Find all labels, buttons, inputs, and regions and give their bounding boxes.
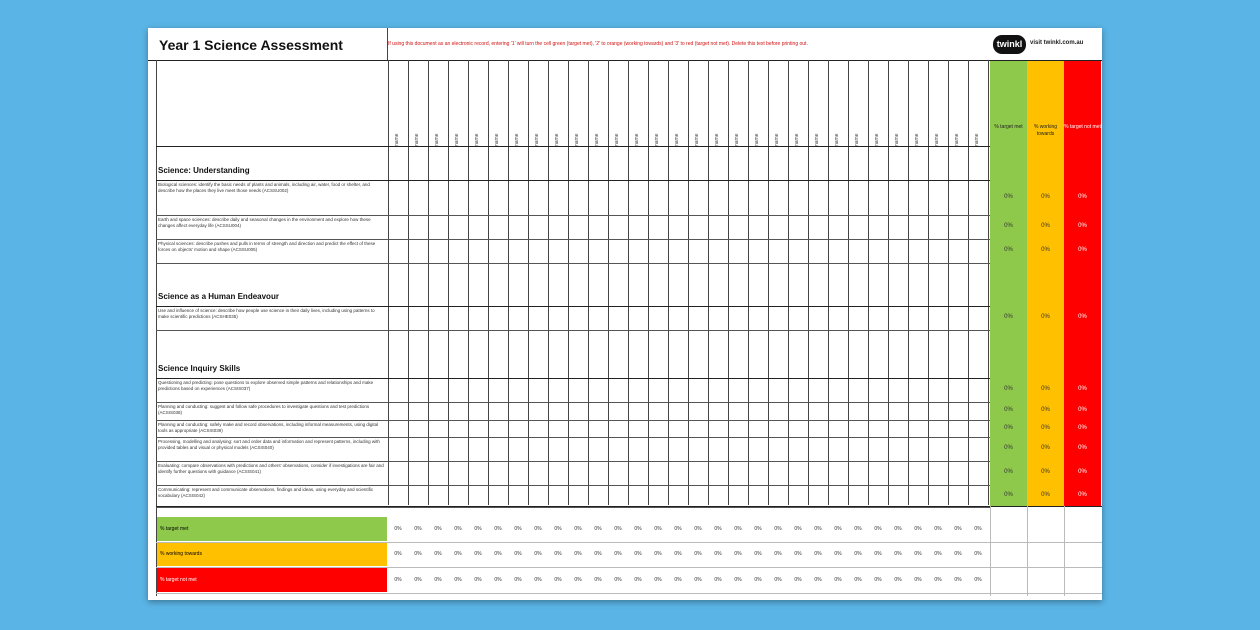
pupil-name-header[interactable]: name bbox=[654, 133, 660, 146]
grid-column-line bbox=[648, 60, 649, 505]
row-divider bbox=[156, 402, 990, 403]
row-divider bbox=[156, 461, 990, 462]
grid-column-line bbox=[628, 60, 629, 505]
title-divider bbox=[387, 28, 388, 60]
footer-percent: 0% bbox=[574, 577, 582, 583]
pct-not-met: 0% bbox=[1078, 386, 1087, 392]
grid-column-line bbox=[788, 60, 789, 505]
row-divider bbox=[156, 330, 990, 331]
summary-header-towards: % working towards bbox=[1033, 124, 1058, 137]
grid-column-line bbox=[608, 60, 609, 505]
objective-text: Planning and conducting: safely make and record observations, including informal measurements, using digital tools as appropriate (ACSIS039) bbox=[158, 422, 379, 433]
footer-percent: 0% bbox=[694, 526, 702, 532]
footer-percent: 0% bbox=[454, 526, 462, 532]
header-divider bbox=[148, 60, 1102, 61]
pupil-name-header[interactable]: name bbox=[674, 133, 680, 146]
footer-percent: 0% bbox=[434, 551, 442, 557]
section-title: Science: Understanding bbox=[158, 166, 250, 175]
footer-label-towards: % working towards bbox=[157, 542, 387, 566]
pupil-name-header[interactable]: name bbox=[974, 133, 980, 146]
footer-percent: 0% bbox=[474, 551, 482, 557]
grid-column-line bbox=[588, 60, 589, 505]
footer-percent: 0% bbox=[434, 526, 442, 532]
pct-not-met: 0% bbox=[1078, 314, 1087, 320]
footer-percent: 0% bbox=[494, 577, 502, 583]
grid-column-line bbox=[968, 60, 969, 505]
grid-column-line bbox=[388, 60, 389, 505]
pupil-name-header[interactable]: name bbox=[894, 133, 900, 146]
footer-percent: 0% bbox=[594, 526, 602, 532]
footer-top-line bbox=[156, 506, 1102, 507]
footer-row-line bbox=[156, 567, 1102, 568]
footer-percent: 0% bbox=[514, 551, 522, 557]
footer-percent: 0% bbox=[454, 577, 462, 583]
footer-percent: 0% bbox=[514, 577, 522, 583]
footer-percent: 0% bbox=[754, 577, 762, 583]
footer-percent: 0% bbox=[874, 526, 882, 532]
footer-percent: 0% bbox=[434, 577, 442, 583]
pupil-name-header[interactable]: name bbox=[814, 133, 820, 146]
footer-percent: 0% bbox=[634, 551, 642, 557]
pupil-name-header[interactable]: name bbox=[874, 133, 880, 146]
footer-percent: 0% bbox=[894, 526, 902, 532]
footer-percent: 0% bbox=[414, 526, 422, 532]
footer-percent: 0% bbox=[474, 526, 482, 532]
footer-percent: 0% bbox=[694, 551, 702, 557]
footer-percent: 0% bbox=[674, 551, 682, 557]
grid-column-line bbox=[808, 60, 809, 505]
grid-column-line bbox=[528, 60, 529, 505]
row-divider bbox=[156, 215, 990, 216]
footer-percent: 0% bbox=[454, 551, 462, 557]
grid-column-line bbox=[448, 60, 449, 505]
footer-percent: 0% bbox=[534, 526, 542, 532]
footer-percent: 0% bbox=[474, 577, 482, 583]
pupil-name-header[interactable]: name bbox=[754, 133, 760, 146]
pct-towards: 0% bbox=[1041, 193, 1050, 200]
grid-column-line bbox=[508, 60, 509, 505]
footer-row-line bbox=[156, 542, 1102, 543]
footer-percent: 0% bbox=[834, 551, 842, 557]
grid-column-line bbox=[948, 60, 949, 505]
footer-percent: 0% bbox=[694, 577, 702, 583]
footer-percent: 0% bbox=[814, 577, 822, 583]
objective-text: Communicating: represent and communicate observations, findings and ideas, using everyday and scientific vocabulary (ACSIS042) bbox=[158, 487, 374, 498]
assessment-sheet bbox=[148, 28, 1102, 600]
footer-percent: 0% bbox=[974, 577, 982, 583]
footer-percent: 0% bbox=[754, 551, 762, 557]
pct-met: 0% bbox=[1004, 314, 1013, 320]
objective-text: Processing, modelling and analysing: sort and order data and information and represent patterns, including with provided tables and visual or physical models (ACSIS040) bbox=[158, 439, 380, 450]
row-divider bbox=[156, 507, 990, 508]
instruction-text: If using this document as an electronic record, entering '1' will turn the cell green (target met), '2' to orange (working towards) and '3' to red (target not met). Delete this text before printing out. bbox=[388, 41, 808, 47]
objective-text: Planning and conducting: suggest and follow safe procedures to investigate questions and test predictions (ACSIS038) bbox=[158, 404, 370, 415]
footer-percent: 0% bbox=[634, 577, 642, 583]
grid-column-line bbox=[428, 60, 429, 505]
footer-percent: 0% bbox=[854, 526, 862, 532]
pupil-name-header[interactable]: name bbox=[414, 133, 420, 146]
footer-percent: 0% bbox=[514, 526, 522, 532]
pct-towards: 0% bbox=[1041, 314, 1050, 320]
footer-percent: 0% bbox=[554, 551, 562, 557]
grid-column-line bbox=[688, 60, 689, 505]
pupil-name-header[interactable]: name bbox=[694, 133, 700, 146]
grid-column-line bbox=[888, 60, 889, 505]
grid-column-line bbox=[408, 60, 409, 505]
footer-percent: 0% bbox=[794, 526, 802, 532]
footer-percent: 0% bbox=[614, 551, 622, 557]
pct-met: 0% bbox=[1004, 445, 1013, 451]
footer-percent: 0% bbox=[614, 577, 622, 583]
objective-text: Evaluating: compare observations with predictions and others' observations, consider if investigations are fair and identify further questions with guidance (ACSIS041) bbox=[158, 463, 384, 474]
footer-percent: 0% bbox=[654, 551, 662, 557]
footer-percent: 0% bbox=[714, 526, 722, 532]
grid-column-line bbox=[908, 60, 909, 505]
footer-percent: 0% bbox=[394, 526, 402, 532]
row-divider bbox=[156, 420, 990, 421]
pct-towards: 0% bbox=[1041, 407, 1050, 413]
footer-percent: 0% bbox=[494, 551, 502, 557]
footer-percent: 0% bbox=[914, 551, 922, 557]
pct-towards: 0% bbox=[1041, 469, 1050, 475]
footer-percent: 0% bbox=[654, 526, 662, 532]
pct-towards: 0% bbox=[1041, 492, 1050, 498]
pct-not-met: 0% bbox=[1078, 469, 1087, 475]
footer-percent: 0% bbox=[914, 526, 922, 532]
footer-percent: 0% bbox=[654, 577, 662, 583]
footer-percent: 0% bbox=[674, 526, 682, 532]
footer-percent: 0% bbox=[934, 526, 942, 532]
row-divider bbox=[156, 485, 990, 486]
pupil-name-header[interactable]: name bbox=[534, 133, 540, 146]
footer-summary-line bbox=[990, 506, 991, 596]
footer-percent: 0% bbox=[574, 526, 582, 532]
pupil-name-header[interactable]: name bbox=[954, 133, 960, 146]
visit-link[interactable]: visit twinkl.com.au bbox=[1030, 40, 1084, 46]
footer-percent: 0% bbox=[954, 526, 962, 532]
footer-percent: 0% bbox=[574, 551, 582, 557]
pupil-name-header[interactable]: name bbox=[514, 133, 520, 146]
pupil-name-header[interactable]: name bbox=[594, 133, 600, 146]
footer-percent: 0% bbox=[714, 577, 722, 583]
summary-header-not-met: % target not met bbox=[1064, 124, 1101, 130]
pupil-name-header[interactable]: name bbox=[794, 133, 800, 146]
footer-percent: 0% bbox=[814, 526, 822, 532]
pupil-name-header[interactable]: name bbox=[394, 133, 400, 146]
page-title: Year 1 Science Assessment bbox=[159, 37, 343, 53]
grid-column-line bbox=[848, 60, 849, 505]
pupil-name-header[interactable]: name bbox=[614, 133, 620, 146]
footer-percent: 0% bbox=[894, 551, 902, 557]
pct-towards: 0% bbox=[1041, 223, 1050, 229]
footer-percent: 0% bbox=[914, 577, 922, 583]
footer-percent: 0% bbox=[954, 577, 962, 583]
pct-not-met: 0% bbox=[1078, 247, 1087, 253]
pct-met: 0% bbox=[1004, 193, 1013, 200]
footer-percent: 0% bbox=[894, 577, 902, 583]
objective-text: Earth and space sciences: describe daily and seasonal changes in the environment and explore how these changes affect everyday life (ACSSU004) bbox=[158, 217, 371, 228]
pupil-name-header[interactable]: name bbox=[934, 133, 940, 146]
footer-percent: 0% bbox=[734, 577, 742, 583]
footer-percent: 0% bbox=[814, 551, 822, 557]
objective-text: Questioning and predicting: pose questions to explore observed simple patterns and relationships and make predictions based on experiences (ACSIS037) bbox=[158, 380, 374, 391]
grid-column-line bbox=[748, 60, 749, 505]
pct-not-met: 0% bbox=[1078, 492, 1087, 498]
section-title: Science Inquiry Skills bbox=[158, 364, 241, 373]
objective-text: Physical sciences: describe pushes and pulls in terms of strength and direction and predict the effect of these forces on objects' motion and shape (ACSSU005) bbox=[158, 241, 376, 252]
section-divider bbox=[156, 306, 990, 307]
left-border bbox=[156, 60, 157, 596]
footer-percent: 0% bbox=[934, 551, 942, 557]
footer-percent: 0% bbox=[974, 551, 982, 557]
footer-row-line bbox=[156, 593, 1102, 594]
pct-met: 0% bbox=[1004, 407, 1013, 413]
grid-column-line bbox=[768, 60, 769, 505]
pct-met: 0% bbox=[1004, 247, 1013, 253]
pct-met: 0% bbox=[1004, 469, 1013, 475]
pupil-name-header[interactable]: name bbox=[494, 133, 500, 146]
footer-percent: 0% bbox=[774, 577, 782, 583]
footer-percent: 0% bbox=[714, 551, 722, 557]
pct-not-met: 0% bbox=[1078, 193, 1087, 200]
footer-percent: 0% bbox=[414, 551, 422, 557]
footer-percent: 0% bbox=[554, 577, 562, 583]
pupil-name-header[interactable]: name bbox=[854, 133, 860, 146]
grid-column-line bbox=[568, 60, 569, 505]
grid-column-line bbox=[928, 60, 929, 505]
footer-percent: 0% bbox=[754, 526, 762, 532]
objective-text: Biological sciences: identify the basic needs of plants and animals, including air, water, food or shelter, and describe how the places they live meet those needs (ACSSU002) bbox=[158, 182, 370, 193]
names-bottom-line bbox=[156, 146, 990, 147]
footer-percent: 0% bbox=[974, 526, 982, 532]
footer-percent: 0% bbox=[594, 551, 602, 557]
footer-percent: 0% bbox=[494, 526, 502, 532]
footer-percent: 0% bbox=[414, 577, 422, 583]
pupil-name-header[interactable]: name bbox=[834, 133, 840, 146]
footer-percent: 0% bbox=[774, 551, 782, 557]
footer-percent: 0% bbox=[534, 551, 542, 557]
pupil-name-header[interactable]: name bbox=[774, 133, 780, 146]
footer-percent: 0% bbox=[874, 551, 882, 557]
footer-percent: 0% bbox=[834, 577, 842, 583]
pupil-name-header[interactable]: name bbox=[634, 133, 640, 146]
pupil-name-header[interactable]: name bbox=[434, 133, 440, 146]
footer-percent: 0% bbox=[934, 577, 942, 583]
pct-met: 0% bbox=[1004, 492, 1013, 498]
pupil-name-header[interactable]: name bbox=[574, 133, 580, 146]
pct-met: 0% bbox=[1004, 424, 1013, 431]
footer-percent: 0% bbox=[874, 577, 882, 583]
footer-summary-line bbox=[1064, 506, 1065, 596]
row-divider bbox=[156, 239, 990, 240]
grid-column-line bbox=[828, 60, 829, 505]
summary-header-met: % target met bbox=[994, 124, 1023, 130]
footer-label-met: % target met bbox=[157, 517, 387, 541]
footer-percent: 0% bbox=[834, 526, 842, 532]
pct-not-met: 0% bbox=[1078, 223, 1087, 229]
twinkl-logo: twinkl bbox=[993, 35, 1026, 54]
section-divider bbox=[156, 180, 990, 181]
pupil-name-header[interactable]: name bbox=[914, 133, 920, 146]
footer-percent: 0% bbox=[794, 577, 802, 583]
objective-text: Use and influence of science: describe how people use science in their daily lives, including using patterns to make scientific predictions (ACSHE035) bbox=[158, 308, 375, 319]
pupil-name-header[interactable]: name bbox=[734, 133, 740, 146]
section-title: Science as a Human Endeavour bbox=[158, 292, 279, 301]
grid-column-line bbox=[548, 60, 549, 505]
footer-percent: 0% bbox=[674, 577, 682, 583]
pupil-name-header[interactable]: name bbox=[714, 133, 720, 146]
pct-not-met: 0% bbox=[1078, 407, 1087, 413]
grid-column-line bbox=[728, 60, 729, 505]
footer-label-not-met: % target not met bbox=[157, 568, 387, 592]
pct-towards: 0% bbox=[1041, 247, 1050, 253]
pupil-name-header[interactable]: name bbox=[474, 133, 480, 146]
section-divider bbox=[156, 378, 990, 379]
pct-not-met: 0% bbox=[1078, 445, 1087, 451]
footer-percent: 0% bbox=[854, 577, 862, 583]
footer-percent: 0% bbox=[394, 551, 402, 557]
grid-column-line bbox=[488, 60, 489, 505]
footer-percent: 0% bbox=[534, 577, 542, 583]
grid-column-line bbox=[668, 60, 669, 505]
footer-percent: 0% bbox=[854, 551, 862, 557]
footer-percent: 0% bbox=[794, 551, 802, 557]
pupil-name-header[interactable]: name bbox=[554, 133, 560, 146]
footer-percent: 0% bbox=[774, 526, 782, 532]
pct-towards: 0% bbox=[1041, 445, 1050, 451]
pct-towards: 0% bbox=[1041, 424, 1050, 431]
footer-percent: 0% bbox=[554, 526, 562, 532]
footer-percent: 0% bbox=[734, 551, 742, 557]
grid-column-line bbox=[988, 60, 989, 505]
footer-summary-line bbox=[1027, 506, 1028, 596]
footer-percent: 0% bbox=[954, 551, 962, 557]
grid-column-line bbox=[708, 60, 709, 505]
grid-column-line bbox=[468, 60, 469, 505]
footer-percent: 0% bbox=[614, 526, 622, 532]
pct-towards: 0% bbox=[1041, 386, 1050, 392]
footer-percent: 0% bbox=[734, 526, 742, 532]
pct-met: 0% bbox=[1004, 223, 1013, 229]
grid-column-line bbox=[868, 60, 869, 505]
pct-not-met: 0% bbox=[1078, 424, 1087, 431]
footer-percent: 0% bbox=[394, 577, 402, 583]
footer-percent: 0% bbox=[634, 526, 642, 532]
row-divider bbox=[156, 263, 990, 264]
footer-percent: 0% bbox=[594, 577, 602, 583]
pct-met: 0% bbox=[1004, 386, 1013, 392]
pupil-name-header[interactable]: name bbox=[454, 133, 460, 146]
row-divider bbox=[156, 437, 990, 438]
